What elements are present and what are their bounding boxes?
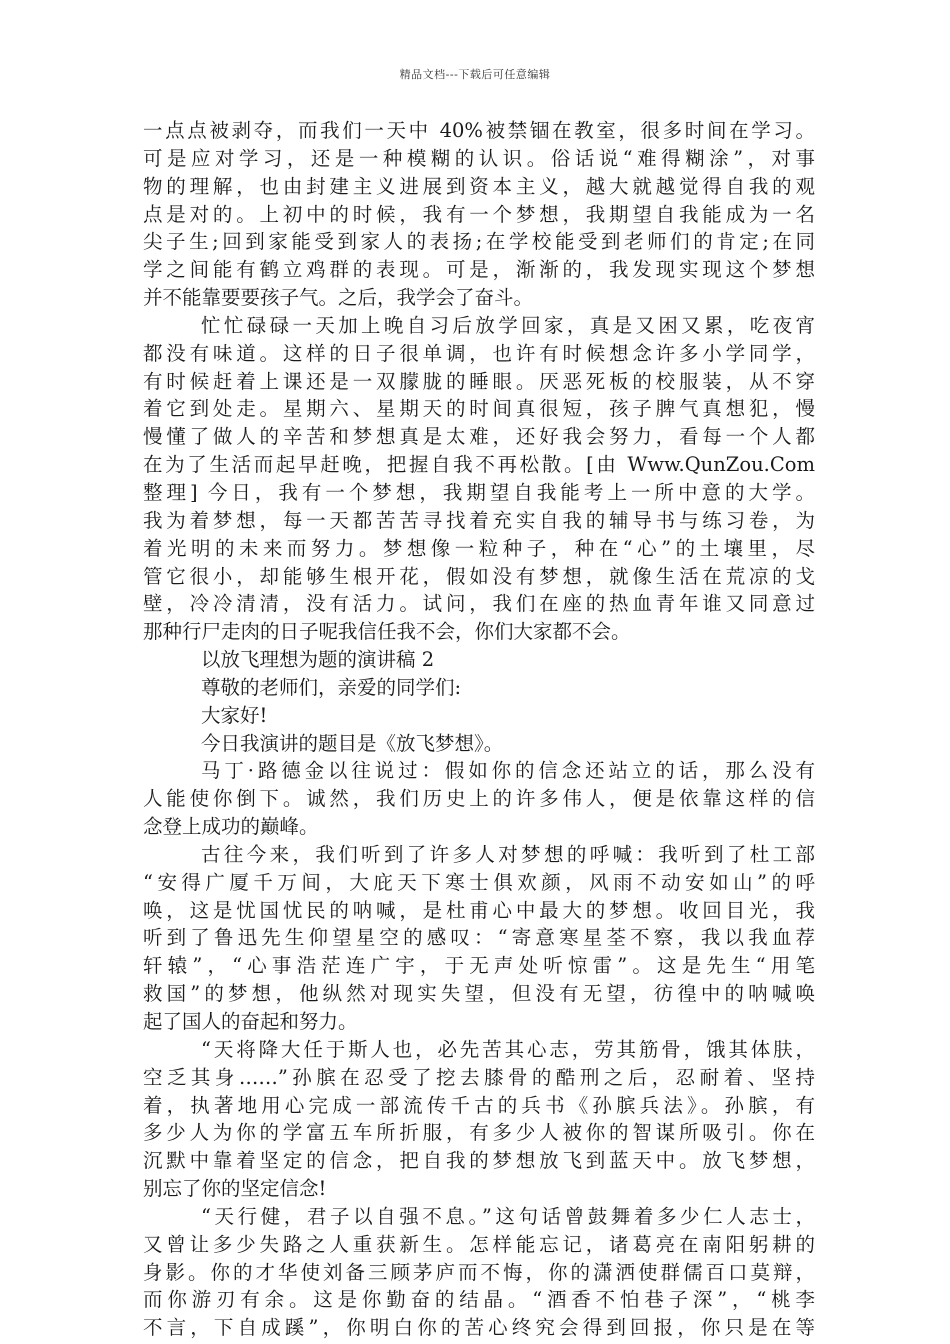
text-line: 别忘了你的坚定信念! — [143, 1177, 327, 1201]
text-line: 空乏其身……”孙膑在忍受了挖去膝骨的酷刑之后，忍耐着、坚持 — [143, 1065, 815, 1089]
text-line: 轩辕”，“心事浩茫连广宇，于无声处听惊雷”。这是先生“用笔 — [143, 954, 815, 978]
text-line: 今日我演讲的题目是《放飞梦想》。 — [201, 731, 504, 755]
document-body — [143, 117, 815, 1342]
text-line: 一点点被剥夺，而我们一天中 40%被禁锢在教室，很多时间在学习。 — [143, 119, 815, 142]
text-line: 有时候赶着上课还是一双朦胧的睡眼。厌恶死板的校服装，从不穿 — [143, 369, 815, 393]
text-line: 尊敬的老师们，亲爱的同学们: — [201, 675, 462, 699]
text-line: 着光明的未来而努力。梦想像一粒种子，种在“心”的土壤里，尽 — [143, 536, 815, 560]
text-line: 整理] 今日，我有一个梦想，我期望自我能考上一所中意的大学。 — [143, 480, 815, 504]
text-line: 都没有味道。这样的日子很单调，也许有时候想念许多小学同学， — [143, 341, 815, 365]
text-line: 身影。你的才华使刘备三顾茅庐而不悔，你的潇洒使群儒百口莫辩， — [143, 1260, 815, 1284]
text-line: “天行健，君子以自强不息。”这句话曾鼓舞着多少仁人志士， — [201, 1204, 815, 1228]
text-line: 不言，下自成蹊”，你明白你的苦心终究会得到回报，你只是在等 — [143, 1316, 815, 1340]
text-line: 唤，这是忧国忧民的呐喊，是杜甫心中最大的梦想。收回目光，我 — [143, 898, 815, 922]
text-line: 点是对的。上初中的时候，我有一个梦想，我期望自我能成为一名 — [143, 202, 815, 226]
text-line: 慢懂了做人的辛苦和梦想真是太难，还好我会努力，看每一个人都 — [143, 425, 815, 449]
text-line: “安得广厦千万间，大庇天下寒士俱欢颜，风雨不动安如山”的呼 — [143, 870, 815, 894]
text-line: 我为着梦想，每一天都苦苦寻找着充实自我的辅导书与练习卷，为 — [143, 508, 815, 532]
text-line: 又曾让多少失路之人重获新生。怎样能忘记，诸葛亮在南阳躬耕的 — [143, 1232, 815, 1256]
text-line: 人能使你倒下。诚然，我们历史上的许多伟人，便是依靠这样的信 — [143, 787, 815, 811]
text-line: 物的理解，也由封建主义进展到资本主义，越大就越觉得自我的观 — [143, 174, 815, 198]
text-line: 多少人为你的学富五车所折服，有多少人被你的智谋所吸引。你在 — [143, 1121, 815, 1145]
text-line: 着它到处走。星期六、星期天的时间真很短，孩子脾气真想犯，慢 — [143, 397, 815, 421]
text-line: 起了国人的奋起和努力。 — [143, 1010, 358, 1033]
text-line: 管它很小，却能够生根开花，假如没有梦想，就像生活在荒凉的戈 — [143, 564, 815, 588]
text-line: 沉默中靠着坚定的信念，把自我的梦想放飞到蓝天中。放飞梦想， — [143, 1149, 815, 1173]
text-line: 念登上成功的巅峰。 — [143, 815, 319, 839]
text-line: 而你游刃有余。这是你勤奋的结晶。“酒香不怕巷子深”，“桃李 — [143, 1288, 815, 1312]
text-line: 古往今来，我们听到了许多人对梦想的呼喊：我听到了杜工部 — [201, 842, 815, 866]
page-header: 精品文档---下载后可任意编辑 — [399, 68, 551, 81]
text-line: 马丁·路德金以往说过：假如你的信念还站立的话，那么没有 — [201, 759, 815, 783]
text-line: 听到了鲁迅先生仰望星空的感叹：“寄意寒星荃不察，我以我血荐 — [143, 926, 815, 950]
text-line: 救国”的梦想，他纵然对现实失望，但没有无望，彷徨中的呐喊唤 — [143, 982, 815, 1006]
text-line: 忙忙碌碌一天加上晚自习后放学回家，真是又困又累，吃夜宵 — [201, 313, 815, 337]
text-line: 在为了生活而起早赶晚，把握自我不再松散。[由 Www.QunZou.Com — [143, 453, 815, 477]
text-line: 大家好! — [201, 703, 268, 727]
text-line: 并不能靠要要孩子气。之后，我学会了奋斗。 — [143, 286, 534, 310]
text-line: 可是应对学习，还是一种模糊的认识。俗话说“难得糊涂”，对事 — [143, 146, 815, 170]
text-line: 学之间能有鹤立鸡群的表现。可是，渐渐的，我发现实现这个梦想 — [143, 258, 815, 282]
text-line: 着，执著地用心完成一部流传千古的兵书《孙膑兵法》。孙膑，有 — [143, 1093, 815, 1117]
text-line: “天将降大任于斯人也，必先苦其心志，劳其筋骨，饿其体肤， — [201, 1037, 815, 1061]
text-line: 尖子生;回到家能受到家人的表扬;在学校能受到老师们的肯定;在同 — [143, 230, 815, 254]
text-line: 以放飞理想为题的演讲稿 2 — [201, 648, 435, 672]
text-line: 壁，冷冷清清，没有活力。试问，我们在座的热血青年谁又同意过 — [143, 592, 815, 616]
text-line: 那种行尸走肉的日子呢我信任我不会，你们大家都不会。 — [143, 620, 631, 644]
